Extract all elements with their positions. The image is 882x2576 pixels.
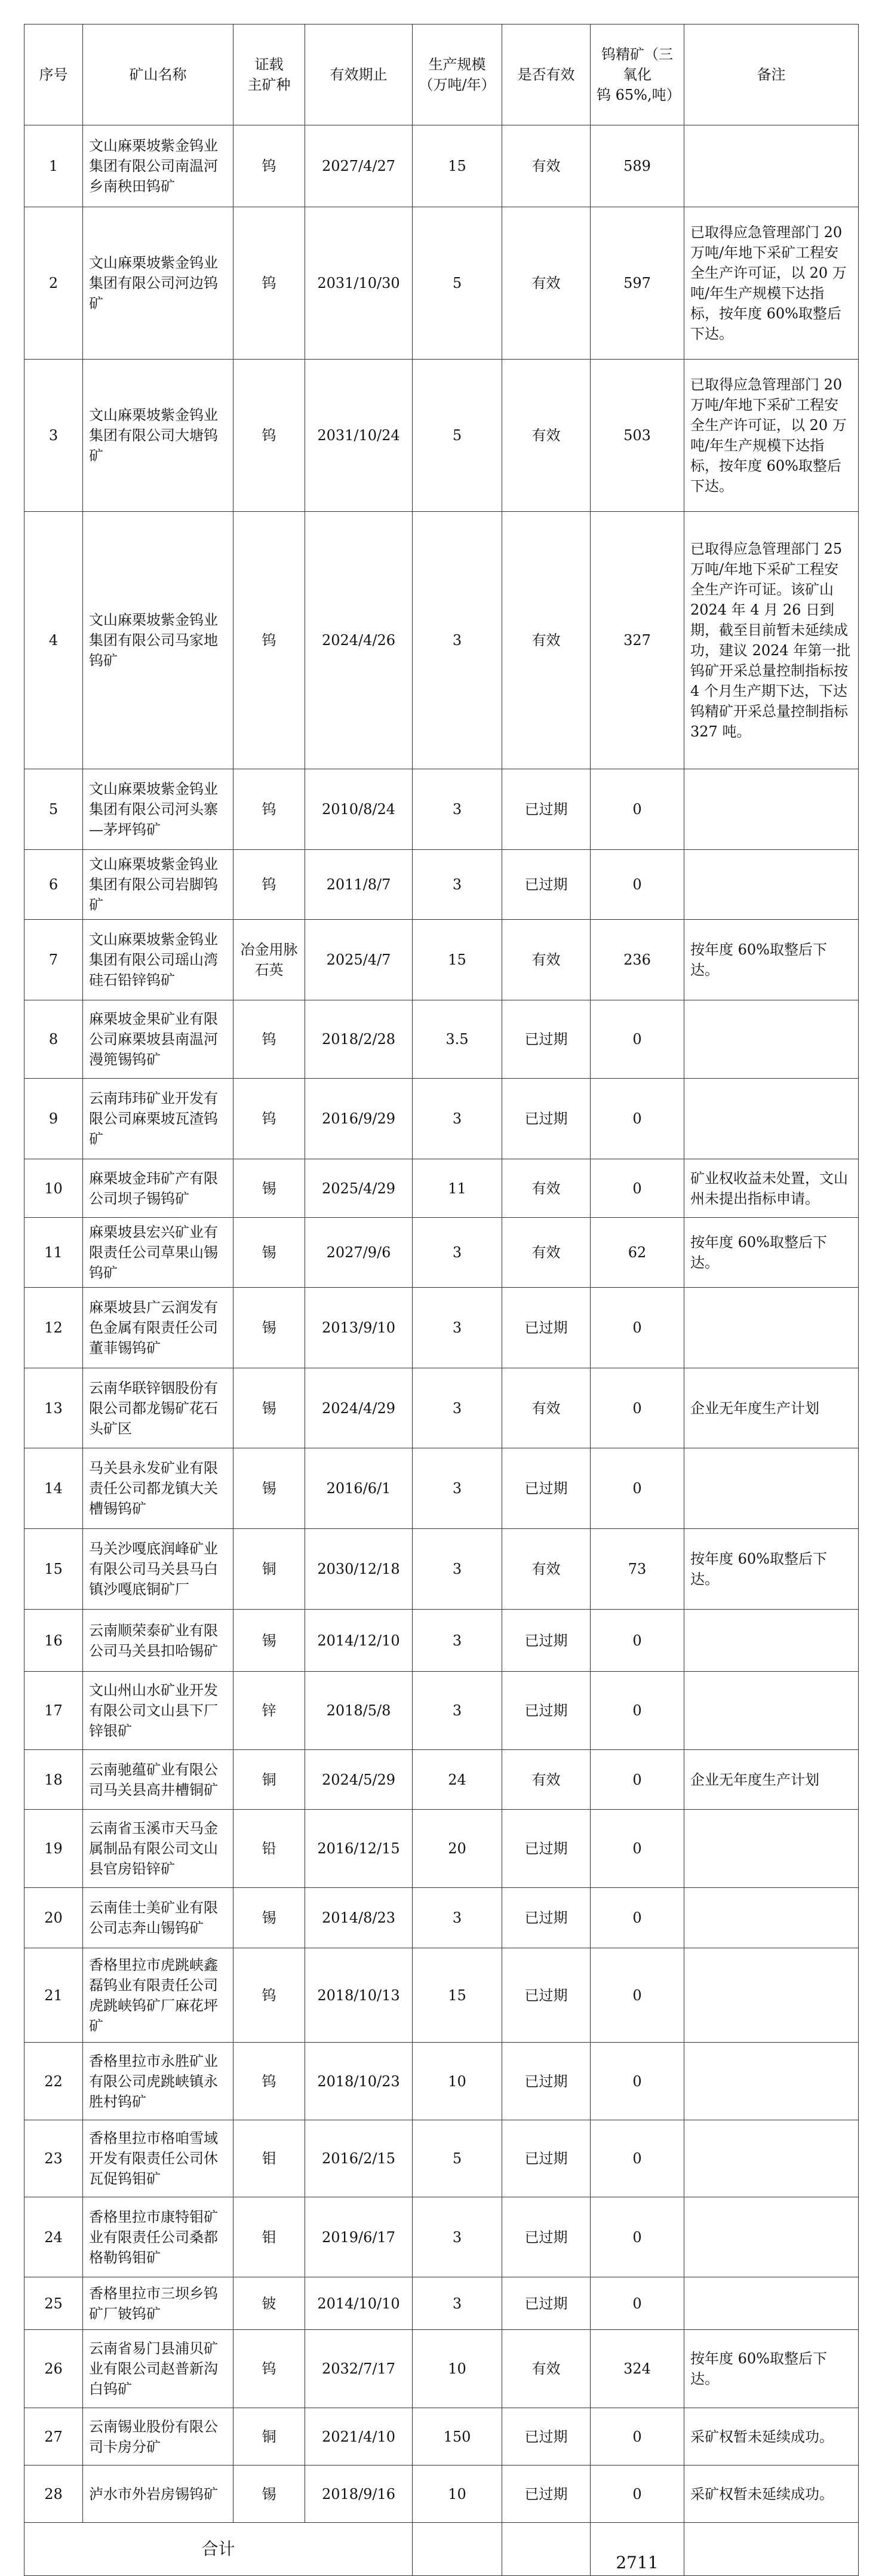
header-name: 矿山名称 [83,24,233,125]
cell-remark [684,2197,859,2277]
cell-no: 1 [24,125,83,207]
cell-no: 12 [24,1288,83,1368]
cell-expiry: 2031/10/24 [305,360,413,512]
cell-mineral: 钨 [233,2043,305,2120]
cell-remark: 已取得应急管理部门 20 万吨/年地下采矿工程安全生产许可证，以 20 万吨/年生产规模下达指标，按年度 60%取整后下达。 [684,207,859,360]
cell-remark: 企业无年度生产计划 [684,1750,859,1810]
cell-valid: 已过期 [502,2043,591,2120]
cell-mineral: 钨 [233,2330,305,2408]
cell-scale: 3 [413,1218,502,1288]
cell-expiry: 2027/4/27 [305,125,413,207]
cell-name: 云南玮玮矿业开发有限公司麻栗坡瓦渣钨矿 [83,1079,233,1159]
cell-no: 21 [24,1948,83,2043]
table-row [24,2330,859,2408]
cell-tungsten: 327 [591,512,684,769]
header-valid: 是否有效 [502,24,591,125]
cell-no: 28 [24,2466,83,2523]
header-scale-line1: 生产规模 [428,56,486,73]
cell-name: 香格里拉市三坝乡钨矿厂铍钨矿 [83,2277,233,2330]
cell-valid: 有效 [502,1529,591,1610]
cell-mineral: 钨 [233,360,305,512]
cell-no: 13 [24,1368,83,1448]
cell-tungsten: 503 [591,360,684,512]
table-row [24,125,859,207]
cell-expiry: 2018/10/13 [305,1948,413,2043]
cell-scale: 3 [413,1079,502,1159]
table-row [24,1888,859,1948]
cell-expiry: 2014/12/10 [305,1610,413,1672]
cell-scale: 3 [413,1448,502,1529]
cell-scale: 5 [413,207,502,360]
header-mineral-line2: 主矿种 [247,76,291,93]
cell-name: 文山麻栗坡紫金钨业集团有限公司南温河乡南秧田钨矿 [83,125,233,207]
cell-valid: 已过期 [502,1288,591,1368]
cell-expiry: 2024/4/29 [305,1368,413,1448]
cell-remark: 按年度 60%取整后下达。 [684,2330,859,2408]
cell-name: 云南锡业股份有限公司卡房分矿 [83,2408,233,2466]
header-row [24,24,859,125]
cell-mineral: 铍 [233,2277,305,2330]
cell-mineral: 钨 [233,850,305,920]
cell-tungsten: 0 [591,1750,684,1810]
cell-scale: 3 [413,512,502,769]
cell-remark: 矿业权收益未处置，文山州未提出指标申请。 [684,1159,859,1218]
cell-remark: 按年度 60%取整后下达。 [684,1529,859,1610]
cell-mineral: 铜 [233,1750,305,1810]
cell-valid: 已过期 [502,769,591,850]
cell-expiry: 2024/5/29 [305,1750,413,1810]
cell-no: 10 [24,1159,83,1218]
cell-remark [684,1079,859,1159]
cell-name: 文山麻栗坡紫金钨业集团有限公司河边钨矿 [83,207,233,360]
cell-remark [684,1000,859,1079]
cell-expiry: 2032/7/17 [305,2330,413,2408]
cell-scale: 10 [413,2043,502,2120]
cell-mineral: 钨 [233,512,305,769]
cell-tungsten: 0 [591,2197,684,2277]
cell-valid: 已过期 [502,2120,591,2197]
table-row [24,360,859,512]
cell-tungsten: 0 [591,2277,684,2330]
cell-mineral: 冶金用脉石英 [233,920,305,1000]
cell-name: 马关县永发矿业有限责任公司都龙镇大关槽锡钨矿 [83,1448,233,1529]
cell-scale: 10 [413,2466,502,2523]
total-label: 合计 [24,2523,413,2576]
cell-mineral: 锡 [233,1218,305,1288]
cell-tungsten: 62 [591,1218,684,1288]
cell-name: 香格里拉市虎跳峡鑫磊钨业有限责任公司虎跳峡钨矿厂麻花坪矿 [83,1948,233,2043]
cell-name: 文山麻栗坡紫金钨业集团有限公司河头寨—茅坪钨矿 [83,769,233,850]
cell-name: 云南省易门县浦贝矿业有限公司赵普新沟白钨矿 [83,2330,233,2408]
header-mineral [233,24,305,125]
cell-mineral: 钨 [233,125,305,207]
cell-remark: 已取得应急管理部门 20 万吨/年地下采矿工程安全生产许可证，以 20 万吨/年生产规模下达指标，按年度 60%取整后下达。 [684,360,859,512]
table-row [24,850,859,920]
cell-no: 2 [24,207,83,360]
cell-name: 麻栗坡县宏兴矿业有限责任公司草果山锡钨矿 [83,1218,233,1288]
cell-mineral: 钨 [233,769,305,850]
cell-scale: 10 [413,2330,502,2408]
cell-name: 文山麻栗坡紫金钨业集团有限公司大塘钨矿 [83,360,233,512]
table-row [24,1672,859,1750]
table-row [24,1288,859,1368]
table-row [24,1810,859,1888]
cell-remark: 采矿权暂未延续成功。 [684,2408,859,2466]
cell-scale: 150 [413,2408,502,2466]
cell-remark [684,1810,859,1888]
cell-valid: 有效 [502,125,591,207]
cell-expiry: 2021/4/10 [305,2408,413,2466]
cell-remark [684,2277,859,2330]
cell-no: 7 [24,920,83,1000]
cell-tungsten: 0 [591,1159,684,1218]
cell-name: 文山麻栗坡紫金钨业集团有限公司瑶山湾硅石铅锌钨矿 [83,920,233,1000]
cell-name: 云南华联锌铟股份有限公司都龙锡矿花石头矿区 [83,1368,233,1448]
cell-expiry: 2016/12/15 [305,1810,413,1888]
cell-valid: 已过期 [502,1610,591,1672]
cell-remark [684,1288,859,1368]
cell-mineral: 钨 [233,1000,305,1079]
cell-tungsten: 324 [591,2330,684,2408]
cell-mineral: 钨 [233,1948,305,2043]
cell-mineral: 铜 [233,1529,305,1610]
cell-remark [684,125,859,207]
cell-remark [684,1448,859,1529]
table-row [24,769,859,850]
cell-valid: 有效 [502,207,591,360]
cell-no: 4 [24,512,83,769]
cell-no: 24 [24,2197,83,2277]
cell-expiry: 2018/9/16 [305,2466,413,2523]
cell-expiry: 2024/4/26 [305,512,413,769]
table-row [24,2408,859,2466]
total-value: 2711 [591,2523,684,2576]
cell-valid: 有效 [502,360,591,512]
cell-valid: 有效 [502,512,591,769]
header-tungsten-line2: 钨 65%,吨） [597,87,681,103]
cell-name: 泸水市外岩房锡钨矿 [83,2466,233,2523]
cell-no: 5 [24,769,83,850]
cell-scale: 3 [413,769,502,850]
cell-scale: 3 [413,2197,502,2277]
cell-tungsten: 0 [591,850,684,920]
cell-no: 15 [24,1529,83,1610]
cell-mineral: 锡 [233,1288,305,1368]
cell-remark: 企业无年度生产计划 [684,1368,859,1448]
cell-no: 9 [24,1079,83,1159]
cell-remark [684,2043,859,2120]
cell-name: 麻栗坡金果矿业有限公司麻栗坡县南温河漫篼锡钨矿 [83,1000,233,1079]
cell-tungsten: 0 [591,1888,684,1948]
cell-no: 11 [24,1218,83,1288]
cell-remark [684,1888,859,1948]
cell-expiry: 2013/9/10 [305,1288,413,1368]
cell-mineral: 钨 [233,207,305,360]
table-row [24,1948,859,2043]
cell-scale: 5 [413,360,502,512]
cell-no: 27 [24,2408,83,2466]
cell-tungsten: 0 [591,2120,684,2197]
cell-mineral: 锡 [233,1610,305,1672]
cell-valid: 有效 [502,1218,591,1288]
total-empty-remark [684,2523,859,2576]
cell-no: 6 [24,850,83,920]
cell-valid: 已过期 [502,1672,591,1750]
cell-valid: 已过期 [502,2277,591,2330]
table-row [24,512,859,769]
cell-expiry: 2031/10/30 [305,207,413,360]
cell-name: 文山麻栗坡紫金钨业集团有限公司岩脚钨矿 [83,850,233,920]
total-empty-valid [502,2523,591,2576]
cell-remark: 采矿权暂未延续成功。 [684,2466,859,2523]
cell-tungsten: 0 [591,1288,684,1368]
cell-name: 麻栗坡县广云润发有色金属有限责任公司董菲锡钨矿 [83,1288,233,1368]
cell-tungsten: 0 [591,1448,684,1529]
header-scale [413,24,502,125]
cell-valid: 有效 [502,1159,591,1218]
cell-name: 马关沙嘎底润峰矿业有限公司马关县马白镇沙嘎底铜矿厂 [83,1529,233,1610]
header-mineral-line1: 证载 [254,56,284,73]
cell-no: 17 [24,1672,83,1750]
cell-scale: 3 [413,1888,502,1948]
cell-name: 香格里拉市康特钼矿业有限责任公司桑都格勒钨钼矿 [83,2197,233,2277]
table-row [24,920,859,1000]
table-row [24,2197,859,2277]
cell-scale: 3 [413,2277,502,2330]
cell-name: 麻栗坡金玮矿产有限公司坝子锡钨矿 [83,1159,233,1218]
mine-table [24,24,859,2576]
cell-tungsten: 73 [591,1529,684,1610]
cell-no: 19 [24,1810,83,1888]
cell-tungsten: 0 [591,1000,684,1079]
table-row [24,2120,859,2197]
cell-tungsten: 0 [591,1672,684,1750]
cell-tungsten: 0 [591,1810,684,1888]
cell-valid: 已过期 [502,850,591,920]
cell-remark [684,2120,859,2197]
header-no: 序号 [24,24,83,125]
cell-scale: 15 [413,125,502,207]
cell-expiry: 2014/10/10 [305,2277,413,2330]
cell-valid: 有效 [502,1368,591,1448]
cell-expiry: 2018/5/8 [305,1672,413,1750]
cell-mineral: 铜 [233,2408,305,2466]
total-row [24,2523,859,2576]
table-row [24,1159,859,1218]
cell-tungsten: 597 [591,207,684,360]
cell-expiry: 2016/6/1 [305,1448,413,1529]
table-row [24,1448,859,1529]
cell-tungsten: 589 [591,125,684,207]
cell-valid: 有效 [502,2330,591,2408]
cell-name: 香格里拉市永胜矿业有限公司虎跳峡镇永胜村钨矿 [83,2043,233,2120]
cell-mineral: 锡 [233,1159,305,1218]
cell-valid: 有效 [502,1750,591,1810]
cell-valid: 已过期 [502,1000,591,1079]
cell-name: 云南驰蕴矿业有限公司马关县高井槽铜矿 [83,1750,233,1810]
cell-mineral: 锡 [233,1368,305,1448]
cell-no: 20 [24,1888,83,1948]
cell-mineral: 锌 [233,1672,305,1750]
table-row [24,1610,859,1672]
cell-no: 26 [24,2330,83,2408]
header-tungsten-line1: 钨精矿（三氧化 [601,46,673,83]
cell-no: 22 [24,2043,83,2120]
cell-valid: 已过期 [502,1448,591,1529]
cell-no: 3 [24,360,83,512]
cell-expiry: 2018/2/28 [305,1000,413,1079]
cell-mineral: 钨 [233,1079,305,1159]
table-row [24,1079,859,1159]
header-remark: 备注 [684,24,859,125]
cell-expiry: 2016/9/29 [305,1079,413,1159]
table-row [24,2277,859,2330]
cell-scale: 15 [413,920,502,1000]
cell-remark [684,1948,859,2043]
cell-scale: 3.5 [413,1000,502,1079]
cell-name: 文山麻栗坡紫金钨业集团有限公司马家地钨矿 [83,512,233,769]
cell-scale: 15 [413,1948,502,2043]
total-empty-scale [413,2523,502,2576]
header-tungsten [591,24,684,125]
cell-scale: 5 [413,2120,502,2197]
cell-no: 18 [24,1750,83,1810]
cell-name: 香格里拉市格咱雪域开发有限责任公司休瓦促钨钼矿 [83,2120,233,2197]
cell-expiry: 2014/8/23 [305,1888,413,1948]
cell-remark [684,1610,859,1672]
cell-no: 16 [24,1610,83,1672]
cell-remark: 按年度 60%取整后下达。 [684,1218,859,1288]
cell-expiry: 2010/8/24 [305,769,413,850]
cell-remark: 已取得应急管理部门 25 万吨/年地下采矿工程安全生产许可证。该矿山 2024 年 4 月 26 日到期，截至目前暂未延续成功，建议 2024 年第一批钨矿开采总量控制指标按 4 个月生产期下达，下达钨精矿开采总量控制指标 327 吨。 [684,512,859,769]
cell-no: 25 [24,2277,83,2330]
cell-mineral: 铅 [233,1810,305,1888]
cell-no: 14 [24,1448,83,1529]
cell-expiry: 2025/4/7 [305,920,413,1000]
cell-valid: 已过期 [502,1079,591,1159]
cell-scale: 11 [413,1159,502,1218]
cell-expiry: 2027/9/6 [305,1218,413,1288]
cell-tungsten: 0 [591,1948,684,2043]
cell-scale: 20 [413,1810,502,1888]
cell-tungsten: 0 [591,1079,684,1159]
cell-remark [684,850,859,920]
header-expiry: 有效期止 [305,24,413,125]
cell-valid: 有效 [502,920,591,1000]
table-row [24,2043,859,2120]
cell-no: 8 [24,1000,83,1079]
cell-mineral: 钼 [233,2197,305,2277]
cell-remark [684,1672,859,1750]
cell-scale: 3 [413,850,502,920]
cell-expiry: 2025/4/29 [305,1159,413,1218]
cell-scale: 3 [413,1288,502,1368]
cell-expiry: 2018/10/23 [305,2043,413,2120]
cell-tungsten: 236 [591,920,684,1000]
table-row [24,1000,859,1079]
cell-name: 云南省玉溪市天马金属制品有限公司文山县官房铅锌矿 [83,1810,233,1888]
cell-scale: 3 [413,1529,502,1610]
cell-valid: 已过期 [502,1810,591,1888]
cell-expiry: 2019/6/17 [305,2197,413,2277]
cell-valid: 已过期 [502,2408,591,2466]
cell-scale: 3 [413,1368,502,1448]
table-row [24,207,859,360]
cell-scale: 24 [413,1750,502,1810]
cell-tungsten: 0 [591,2043,684,2120]
cell-mineral: 锡 [233,2466,305,2523]
cell-name: 文山州山水矿业开发有限公司文山县下厂锌银矿 [83,1672,233,1750]
cell-tungsten: 0 [591,769,684,850]
cell-scale: 3 [413,1610,502,1672]
cell-valid: 已过期 [502,2466,591,2523]
cell-remark [684,769,859,850]
cell-tungsten: 0 [591,1368,684,1448]
cell-name: 云南顺荣泰矿业有限公司马关县扣哈锡矿 [83,1610,233,1672]
cell-expiry: 2030/12/18 [305,1529,413,1610]
cell-name: 云南佳士美矿业有限公司志奔山锡钨矿 [83,1888,233,1948]
cell-mineral: 钼 [233,2120,305,2197]
table-row [24,1750,859,1810]
header-scale-line2: （万吨/年） [419,76,496,93]
cell-tungsten: 0 [591,2408,684,2466]
cell-mineral: 锡 [233,1448,305,1529]
table-row [24,1218,859,1288]
cell-expiry: 2011/8/7 [305,850,413,920]
cell-mineral: 锡 [233,1888,305,1948]
cell-valid: 已过期 [502,1948,591,2043]
cell-no: 23 [24,2120,83,2197]
table-row [24,2466,859,2523]
cell-tungsten: 0 [591,2466,684,2523]
table-row [24,1368,859,1448]
cell-scale: 3 [413,1672,502,1750]
table-row [24,1529,859,1610]
cell-tungsten: 0 [591,1610,684,1672]
cell-valid: 已过期 [502,1888,591,1948]
cell-expiry: 2016/2/15 [305,2120,413,2197]
cell-remark: 按年度 60%取整后下达。 [684,920,859,1000]
cell-valid: 已过期 [502,2197,591,2277]
